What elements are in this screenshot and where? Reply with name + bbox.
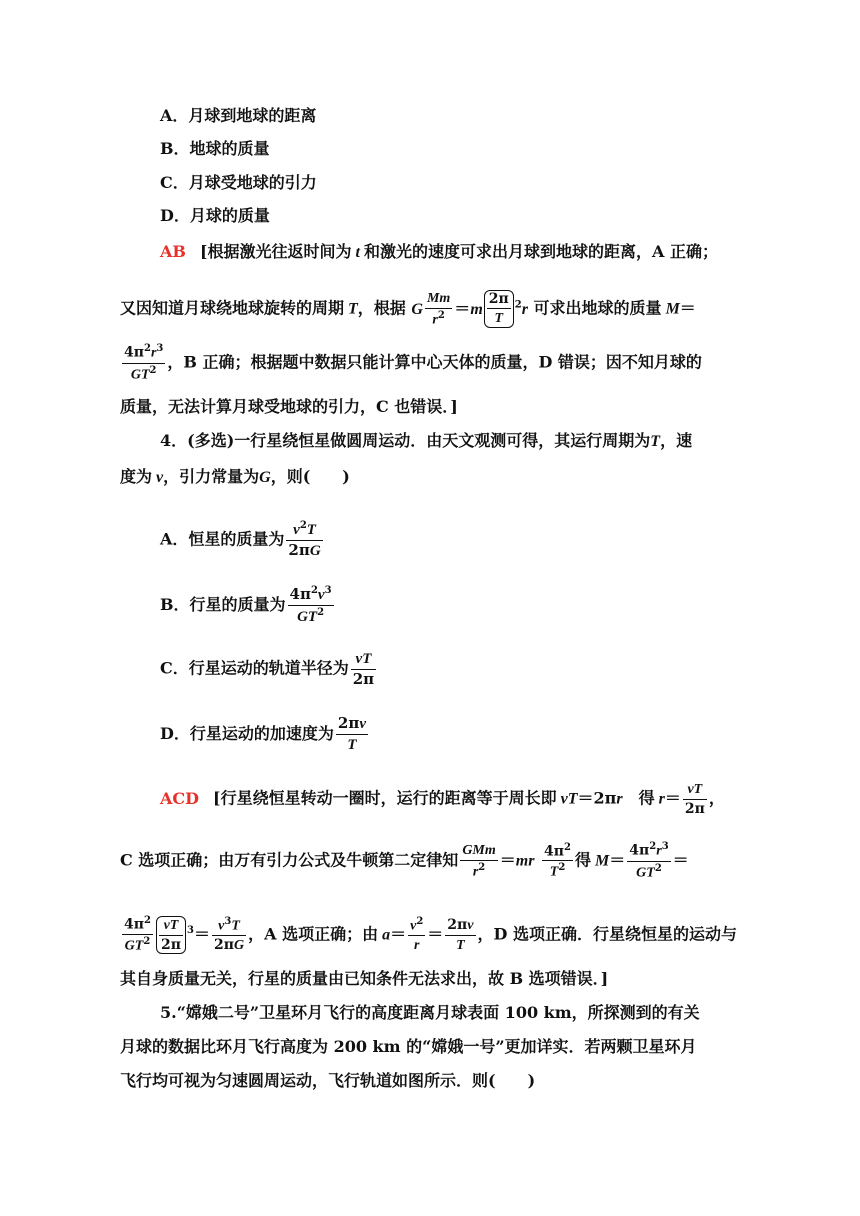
q3-explanation-line2: 又因知道月球绕地球旋转的周期 T，根据 G $\frac{Mm}{r^2}$ ＝m $\frac{2\pi}{T}$ $^2$r 可求出地球的质量 M＝ [120,290,696,328]
q3-explanation-line3: $\frac{4\pi^2r^3}{GT^2}$ ，B 正确；根据题中数据只能计算中心天体的质量，D 错误；因不知月球的 [124,343,702,383]
q4-explanation-line3: $\frac{4\pi^2}{GT^2}$ $\frac{vT}{2\pi}$ $^3$＝ $\frac{v^3T}{2\pi G}$ ，A 选项正确；由 a＝ $\frac{v^2}{r}$ ＝ $\frac{2\pi v}{T}$ ，D 选项正确．行星绕恒星的运动与 [124,915,737,954]
q4-option-a: A．恒星的质量为 $\frac{v^2T}{2\pi G}$ [160,520,321,559]
q4-explanation-line2: C 选项正确；由万有引力公式及牛顿第二定律知 $\frac{\text{GMm}}{r^2}$ ＝mr $\frac{4\pi^2}{T^2}$ 得 M＝ $\frac{4\pi^2r^3}{GT^2}$ ＝ [120,841,689,881]
q4-option-c: C．行星运动的轨道半径为 $\frac{vT}{2\pi}$ [160,651,375,688]
q3-option-a: A．月球到地球的距离 [160,106,317,125]
q3-explanation-line4: 质量，无法计算月球受地球的引力，C 也错误．] [120,397,458,416]
formula-earth-mass: $\frac{4\pi^2r^3}{GT^2}$ [124,343,164,383]
q3-answer: AB [160,242,186,261]
q3-option-c: C．月球受地球的引力 [160,173,317,192]
q4-explanation-line1: ACD [行星绕恒星转动一圈时，运行的距离等于周长即 vT＝2πr 得 r＝ $\frac{vT}{2\pi}$ ， [160,782,725,817]
formula-gravity: G $\frac{Mm}{r^2}$ ＝m $\frac{2\pi}{T}$ $^2$r [411,290,528,328]
q4-option-b: B．行星的质量为 $\frac{4\pi^2v^3}{GT^2}$ [160,585,332,625]
q4-explanation-line4: 其自身质量无关，行星的质量由已知条件无法求出，故 B 选项错误．] [120,969,609,988]
q5-stem-line2: 月球的数据比环月飞行高度为 200 km 的“嫦娥一号”更加详实．若两颗卫星环月 [120,1037,697,1056]
q4-option-d: D．行星运动的加速度为 $\frac{2\pi v}{T}$ [160,714,366,753]
q3-option-d: D．月球的质量 [160,206,270,225]
q3-explanation-line1: AB [根据激光往返时间为 t 和激光的速度可求出月球到地球的距离，A 正确； [160,242,718,261]
q5-stem-line1: 5.“嫦娥二号”卫星环月飞行的高度距离月球表面 100 km，所探测到的有关 [160,1003,700,1022]
q4-answer: ACD [160,788,200,808]
q4-stem-line1: 4．(多选)一行星绕恒星做圆周运动．由天文观测可得，其运行周期为T，速 [160,431,693,450]
q3-option-b: B．地球的质量 [160,139,270,158]
q5-stem-line3: 飞行均可视为匀速圆周运动，飞行轨道如图所示．则( ) [120,1071,536,1090]
q4-stem-line2: 度为 v，引力常量为G，则( ) [120,467,350,486]
